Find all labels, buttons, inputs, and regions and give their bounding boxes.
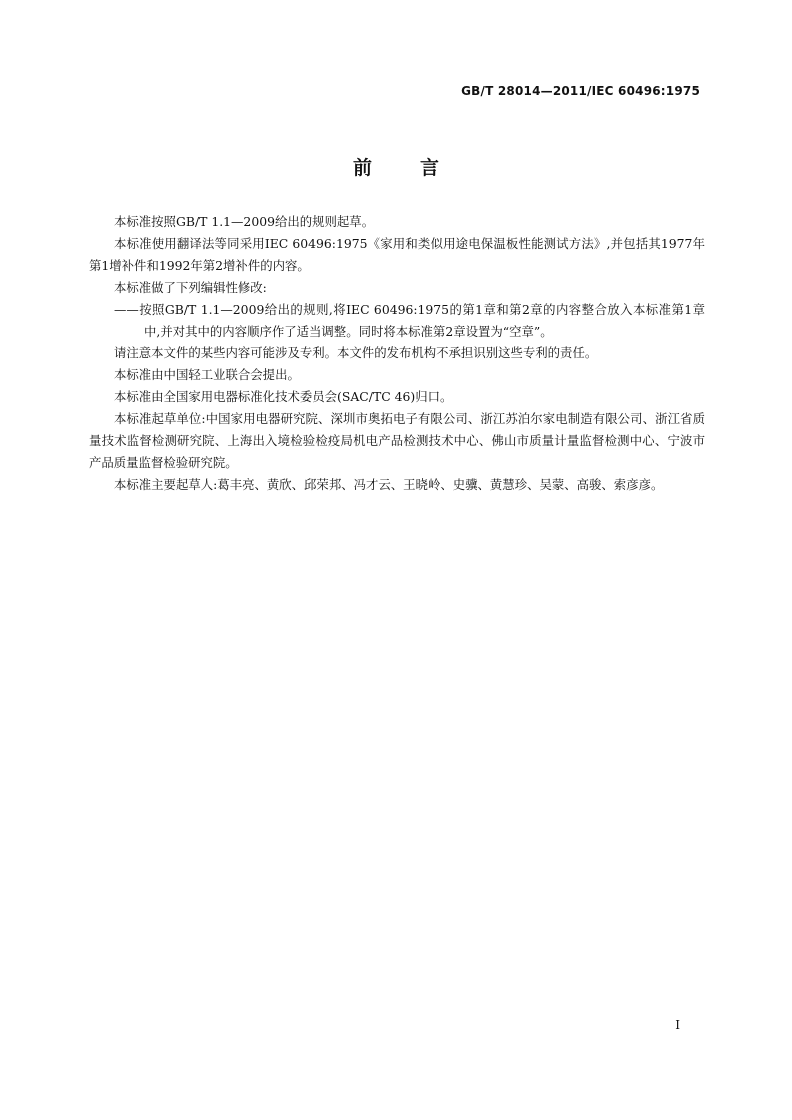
paragraph-drafting-rules: 本标准按照GB/T 1.1—2009给出的规则起草。 xyxy=(114,214,375,229)
paragraph-under-jurisdiction: 本标准由全国家用电器标准化技术委员会(SAC/TC 46)归口。 xyxy=(114,389,453,405)
paragraph-proposed-by: 本标准由中国轻工业联合会提出。 xyxy=(114,367,300,383)
list-item-editorial-change: ——按照GB/T 1.1—2009给出的规则,将IEC 60496:1975的第1章和第2章的内容整合放入本标准第1章中,并对其中的内容顺序作了适当调整。同时将本标准第2章设置为“空章”。 xyxy=(114,301,705,339)
foreword-body xyxy=(89,211,705,496)
paragraph-editorial-changes: 本标准做了下列编辑性修改: xyxy=(114,279,267,295)
paragraph-adoption: 本标准使用翻译法等同采用IEC 60496:1975《家用和类似用途电保温板性能测试方法》,并包括其1977年第1增补件和1992年第2增补件的内容。 xyxy=(89,235,705,273)
paragraph-patent-notice: 请注意本文件的某些内容可能涉及专利。本文件的发布机构不承担识别这些专利的责任。 xyxy=(114,345,598,361)
paragraph-drafters: 本标准主要起草人:葛丰亮、黄欣、邱荣邦、冯才云、王晓岭、史骥、黄慧珍、吴蒙、高骏、索彦彦。 xyxy=(114,476,664,492)
page-title: 前言 xyxy=(352,157,487,179)
paragraph-drafting-organizations: 本标准起草单位:中国家用电器研究院、深圳市奥拓电子有限公司、浙江苏泊尔家电制造有限公司、浙江省质量技术监督检测研究院、上海出入境检验检疫局机电产品检测技术中心、佛山市质量计量监督检测中心、宁波市产品质量监督检验研究院。 xyxy=(89,411,705,470)
standard-number-header: GB/T 28014—2011/IEC 60496:1975 xyxy=(461,84,700,98)
page-number: I xyxy=(675,1018,680,1032)
